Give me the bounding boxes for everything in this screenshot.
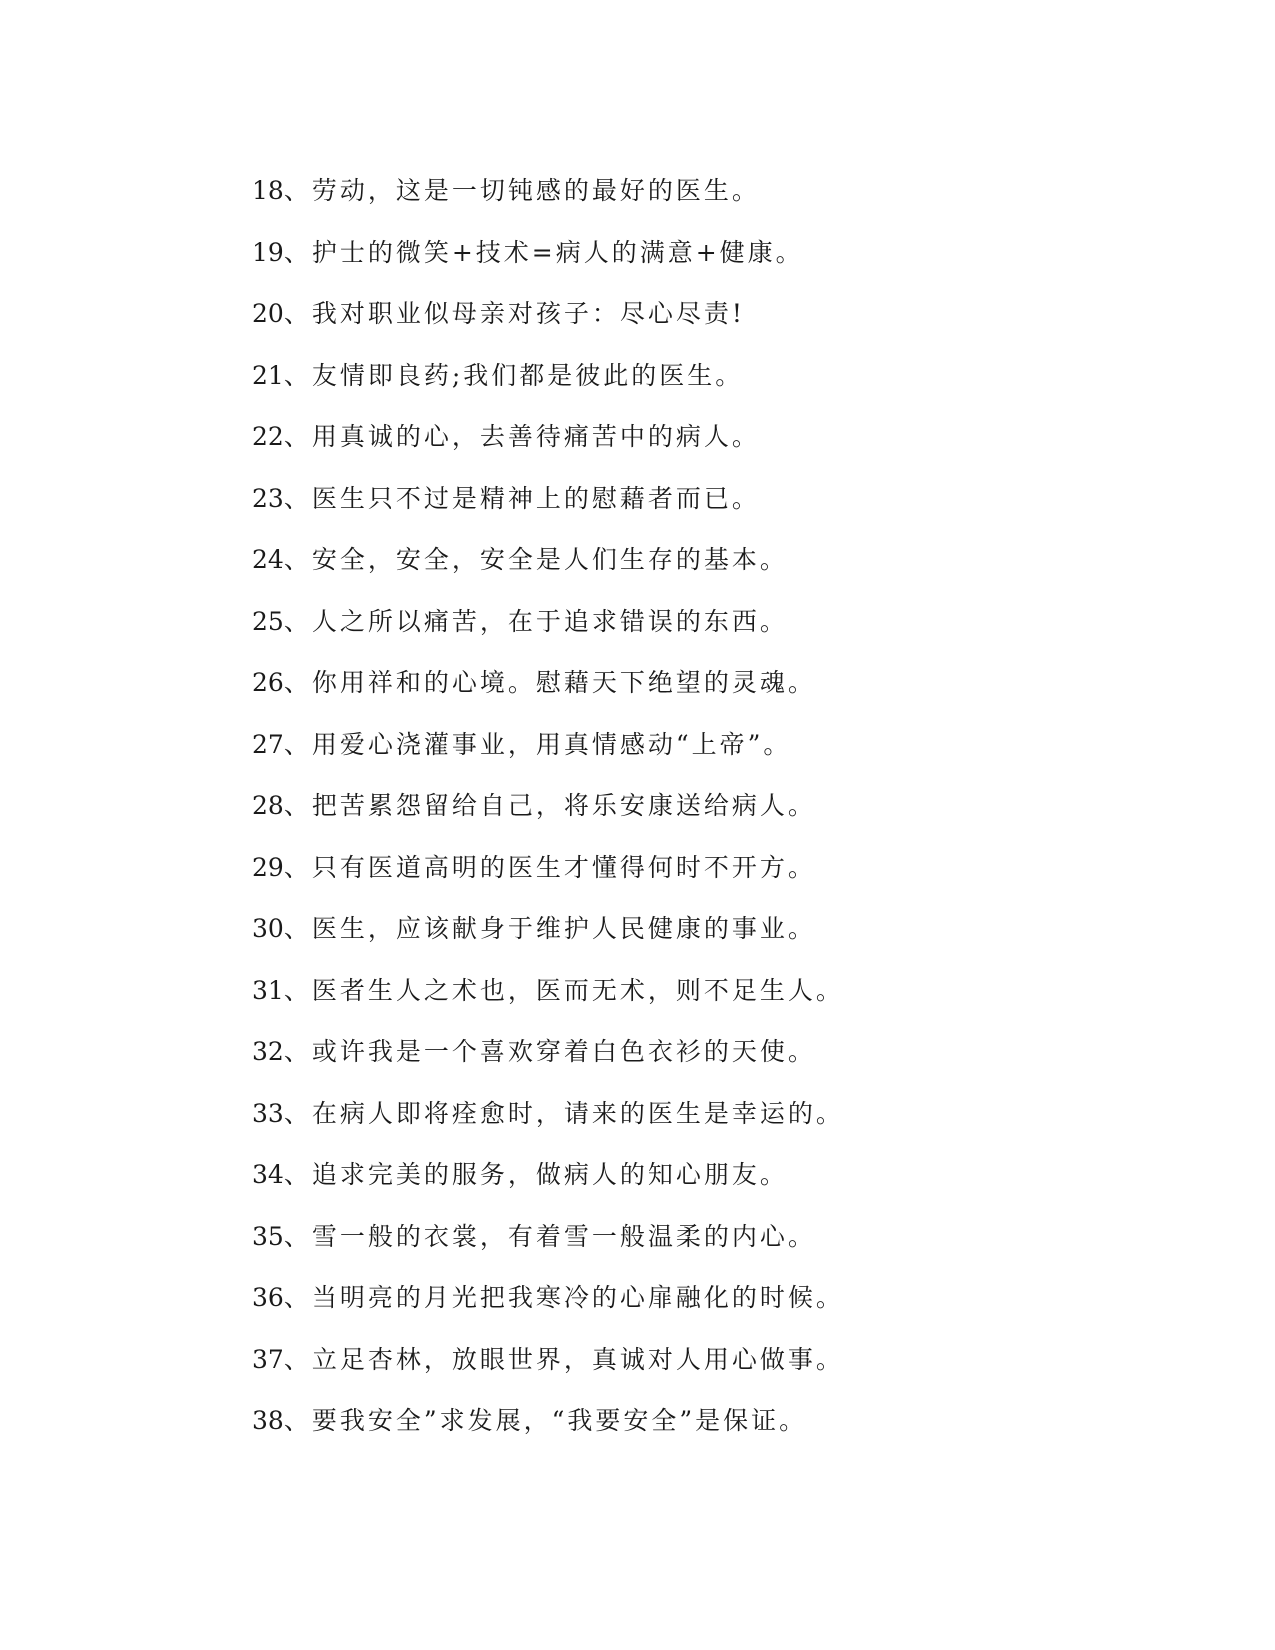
item-number: 29 — [252, 852, 284, 882]
item-separator: 、 — [283, 545, 312, 574]
item-separator: 、 — [283, 1221, 312, 1251]
item-number: 31 — [252, 975, 284, 1005]
list-item — [252, 283, 1152, 345]
item-number: 21 — [252, 360, 284, 390]
item-separator: 、 — [283, 791, 312, 820]
item-number: 22 — [252, 422, 284, 451]
item-separator: 、 — [283, 914, 312, 943]
list-item — [252, 222, 1152, 284]
list-item — [252, 960, 1152, 1022]
list-item — [252, 652, 1152, 714]
item-number: 30 — [252, 914, 284, 943]
list-item — [252, 1144, 1152, 1206]
item-text: 把苦累怨留给自己，将乐安康送给病人。 — [311, 791, 816, 820]
item-separator: 、 — [283, 299, 312, 328]
item-text: 你用祥和的心境。慰藉天下绝望的灵魂。 — [311, 668, 816, 697]
item-number: 25 — [252, 606, 284, 636]
item-number: 28 — [252, 791, 284, 820]
item-number: 37 — [252, 1344, 284, 1374]
item-text: 只有医道高明的医生才懂得何时不开方。 — [311, 852, 816, 882]
item-text: 我对职业似母亲对孩子：尽心尽责! — [311, 299, 745, 328]
item-separator: 、 — [283, 360, 312, 390]
item-text: 友情即良药;我们都是彼此的医生。 — [311, 360, 744, 390]
list-item — [252, 1329, 1152, 1391]
item-text: 用爱心浇灌事业，用真情感动“上帝”。 — [311, 729, 792, 759]
list-item — [252, 898, 1152, 960]
list-item — [252, 775, 1152, 837]
list-item — [252, 591, 1152, 653]
item-separator: 、 — [283, 1160, 312, 1189]
list-item — [252, 406, 1152, 468]
list-item — [252, 714, 1152, 776]
item-text: 在病人即将痊愈时，请来的医生是幸运的。 — [311, 1098, 844, 1128]
item-separator: 、 — [283, 606, 312, 636]
item-number: 36 — [252, 1283, 284, 1312]
item-text: 用真诚的心，去善待痛苦中的病人。 — [311, 422, 760, 451]
list-item — [252, 1083, 1152, 1145]
list-item — [252, 1267, 1152, 1329]
item-separator: 、 — [283, 176, 312, 205]
item-separator: 、 — [283, 1406, 312, 1435]
item-number: 35 — [252, 1221, 284, 1251]
list-item — [252, 468, 1152, 530]
item-text: 或许我是一个喜欢穿着白色衣衫的天使。 — [311, 1037, 816, 1066]
item-text: 人之所以痛苦，在于追求错误的东西。 — [311, 606, 788, 636]
item-text: 要我安全”求发展，“我要安全”是保证。 — [311, 1406, 808, 1435]
item-separator: 、 — [283, 668, 312, 697]
item-text: 劳动，这是一切钝感的最好的医生。 — [311, 176, 760, 205]
list-item — [252, 529, 1152, 591]
item-separator: 、 — [283, 852, 312, 882]
list-item — [252, 160, 1152, 222]
item-number: 24 — [252, 545, 284, 574]
item-number: 23 — [252, 483, 284, 513]
item-separator: 、 — [283, 1098, 312, 1128]
item-number: 38 — [252, 1406, 284, 1435]
item-number: 18 — [252, 176, 284, 205]
item-separator: 、 — [283, 422, 312, 451]
item-text: 医者生人之术也，医而无术，则不足生人。 — [311, 975, 844, 1005]
item-separator: 、 — [283, 1283, 312, 1312]
item-text: 安全，安全，安全是人们生存的基本。 — [311, 545, 788, 574]
item-number: 20 — [252, 299, 284, 328]
item-number: 32 — [252, 1037, 284, 1066]
item-separator: 、 — [283, 729, 312, 759]
item-number: 19 — [252, 237, 284, 267]
item-number: 33 — [252, 1098, 284, 1128]
list-item — [252, 1390, 1152, 1452]
item-separator: 、 — [283, 975, 312, 1005]
list-item — [252, 837, 1152, 899]
list-item — [252, 1021, 1152, 1083]
item-text: 雪一般的衣裳，有着雪一般温柔的内心。 — [311, 1221, 816, 1251]
item-text: 追求完美的服务，做病人的知心朋友。 — [311, 1160, 788, 1189]
list-item — [252, 345, 1152, 407]
quote-list — [252, 160, 1152, 1452]
item-text: 当明亮的月光把我寒冷的心扉融化的时候。 — [311, 1283, 844, 1312]
item-text: 医生只不过是精神上的慰藉者而已。 — [311, 483, 760, 513]
item-text: 立足杏林，放眼世界，真诚对人用心做事。 — [311, 1344, 844, 1374]
list-item — [252, 1206, 1152, 1268]
item-number: 27 — [252, 729, 284, 759]
item-separator: 、 — [283, 237, 312, 267]
item-number: 34 — [252, 1160, 284, 1189]
item-separator: 、 — [283, 1037, 312, 1066]
item-text: 护士的微笑+技术=病人的满意+健康。 — [311, 237, 804, 267]
item-text: 医生，应该献身于维护人民健康的事业。 — [311, 914, 816, 943]
item-separator: 、 — [283, 1344, 312, 1374]
item-number: 26 — [252, 668, 284, 697]
item-separator: 、 — [283, 483, 312, 513]
